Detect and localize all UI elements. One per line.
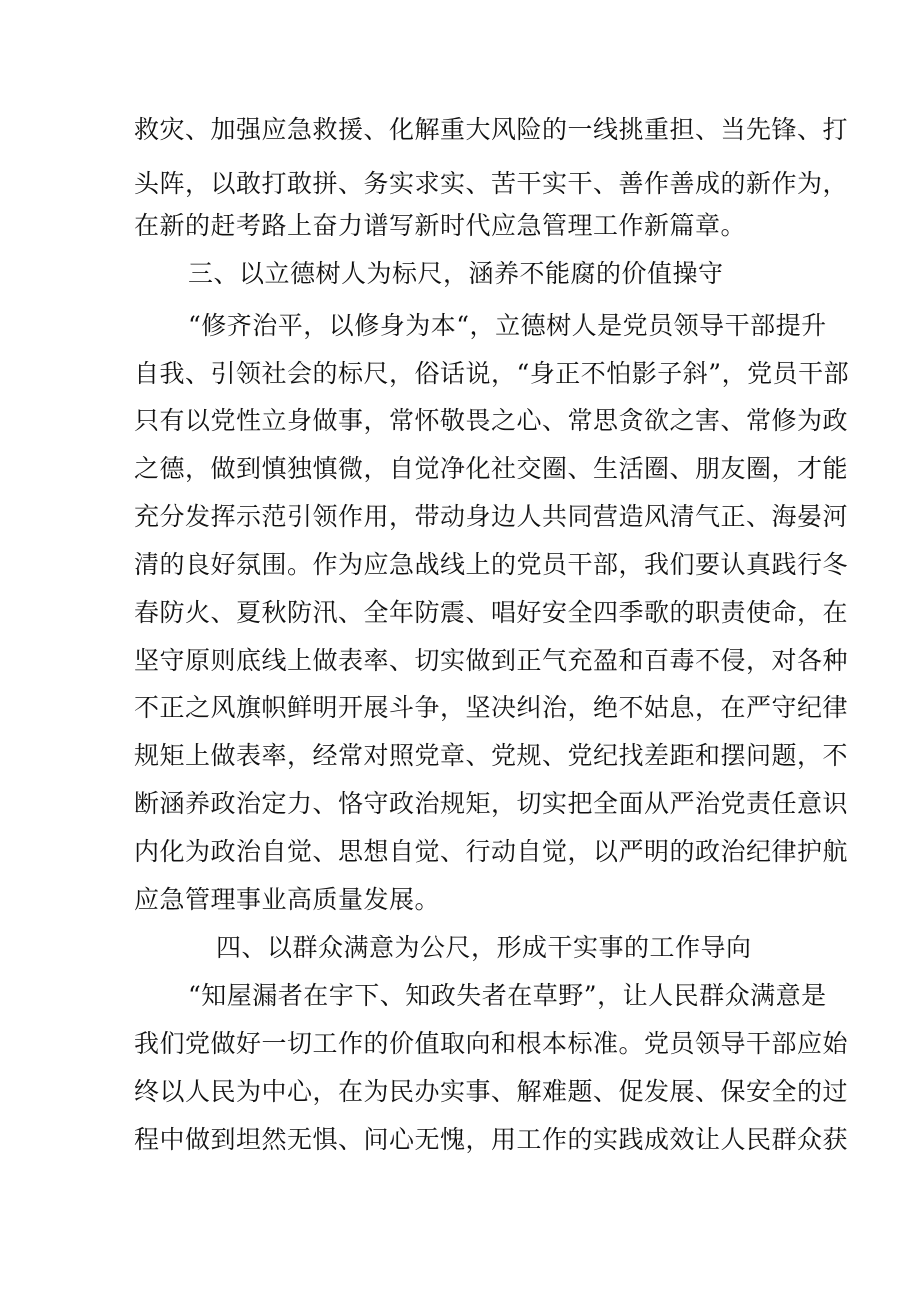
text-line-7: 只有以党性立身做事，常怀敬畏之心、常思贪欲之害、常修为政 <box>134 406 849 435</box>
text-line-1: 救灾、加强应急救援、化解重大风险的一线挑重担、当先锋、打 <box>134 115 849 144</box>
text-line-22: 程中做到坦然无惧、问心无愧，用工作的实践成效让人民群众获 <box>134 1125 849 1154</box>
section-heading-3: 三、以立德树人为标尺，涵养不能腐的价值操守 <box>188 259 724 288</box>
section-heading-4: 四、以群众满意为公尺，形成干实事的工作导向 <box>216 933 752 962</box>
text-line-19: “知屋漏者在宇下、知政失者在草野”，让人民群众满意是 <box>188 981 827 1010</box>
text-line-8: 之德，做到慎独慎微，自觉净化社交圈、生活圈、朋友圈，才能 <box>134 454 849 483</box>
text-line-13: 不正之风旗帜鲜明开展斗争，坚决纠治，绝不姑息，在严守纪律 <box>134 693 849 722</box>
text-line-16: 内化为政治自觉、思想自觉、行动自觉，以严明的政治纪律护航 <box>134 837 849 866</box>
text-line-5: “修齐治平，以修身为本“，立德树人是党员领导干部提升 <box>188 311 827 340</box>
text-line-9: 充分发挥示范引领作用，带动身边人共同营造风清气正、海晏河 <box>134 502 849 531</box>
text-line-10: 清的良好氛围。作为应急战线上的党员干部，我们要认真践行冬 <box>134 550 849 579</box>
text-line-14: 规矩上做表率，经常对照党章、党规、党纪找差距和摆问题，不 <box>134 741 849 770</box>
text-line-15: 断涵养政治定力、恪守政治规矩，切实把全面从严治党责任意识 <box>134 789 849 818</box>
text-line-3: 在新的赶考路上奋力谱写新时代应急管理工作新篇章。 <box>134 211 747 240</box>
text-line-17: 应急管理事业高质量发展。 <box>134 885 441 914</box>
text-line-21: 终以人民为中心，在为民办实事、解难题、促发展、保安全的过 <box>134 1077 849 1106</box>
text-line-2: 头阵，以敢打敢拼、务实求实、苦干实干、善作善成的新作为， <box>134 169 849 198</box>
text-line-11: 春防火、夏秋防汛、全年防震、唱好安全四季歌的职责使命，在 <box>134 598 849 627</box>
text-line-6: 自我、引领社会的标尺，俗话说，“身正不怕影子斜”，党员干部 <box>134 359 850 388</box>
text-line-12: 坚守原则底线上做表率、切实做到正气充盈和百毒不侵，对各种 <box>134 646 849 675</box>
text-line-20: 我们党做好一切工作的价值取向和根本标准。党员领导干部应始 <box>134 1029 849 1058</box>
